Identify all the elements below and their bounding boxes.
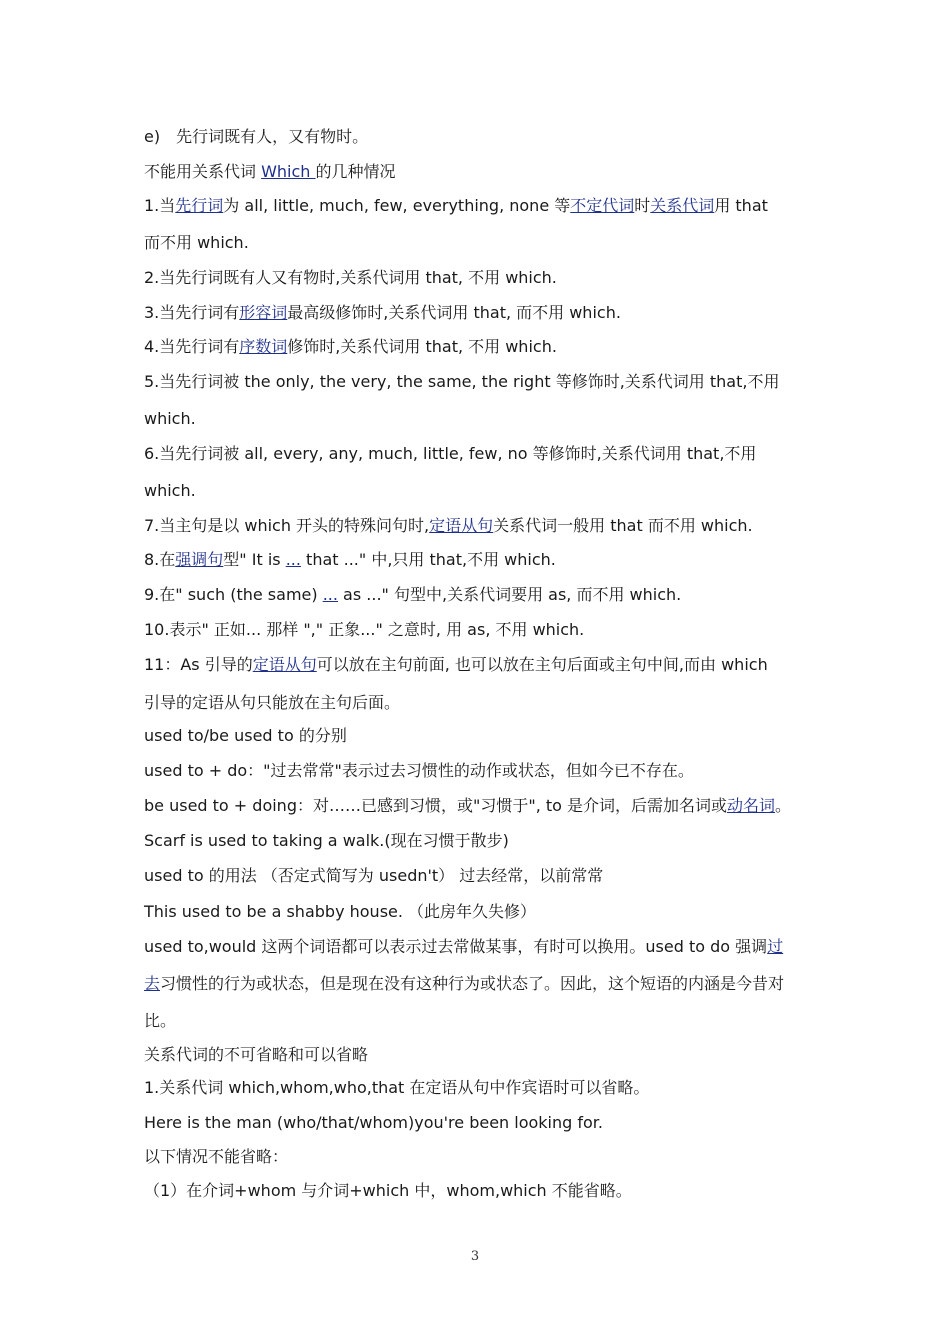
text-line — [144, 1113, 603, 1133]
text-run: used to 的用法 （否定式简写为 usedn't） 过去经常，以前常常 — [144, 866, 604, 885]
text-line — [144, 974, 784, 994]
text-run: 不能用关系代词 — [144, 162, 262, 181]
text-run: 而不用 which. — [144, 233, 249, 252]
text-run: 比。 — [144, 1011, 177, 1030]
text-line — [144, 1147, 288, 1167]
text-run: Here is the man (who/that/whom)you're been looking for. — [144, 1113, 603, 1132]
text-line — [144, 796, 791, 816]
text-line — [144, 481, 196, 501]
text-run: 引导的定语从句只能放在主句后面。 — [144, 693, 401, 712]
glossary-link[interactable]: 过 — [767, 937, 784, 956]
text-run: be used to + doing：对……已感到习惯，或"习惯于", to 是介词，后需加名词或 — [144, 796, 728, 815]
text-run: 关系代词的不可省略和可以省略 — [144, 1045, 369, 1064]
text-run: e) 先行词既有人，又有物时。 — [144, 127, 369, 146]
text-run: 习惯性的行为或状态，但是现在没有这种行为或状态了。因此，这个短语的内涵是今昔对 — [160, 974, 785, 993]
text-run: which. — [144, 409, 196, 428]
text-run: which. — [144, 481, 196, 500]
text-run: 用 that — [714, 196, 768, 215]
text-line — [144, 937, 783, 957]
text-run: used to,would 这两个词语都可以表示过去常做某事，有时可以换用。used to do 强调 — [144, 937, 768, 956]
text-line — [144, 1011, 176, 1031]
text-run: 7.当主句是以 which 开头的特殊问句时, — [144, 516, 430, 535]
text-run: 8.在 — [144, 550, 176, 569]
text-line — [144, 372, 779, 392]
text-run: 4.当先行词有 — [144, 337, 240, 356]
text-run: 以下情况不能省略： — [144, 1147, 289, 1166]
glossary-link[interactable]: 强调句 — [175, 550, 224, 569]
text-line — [144, 550, 556, 570]
text-line — [144, 620, 584, 640]
text-run: （1）在介词+whom 与介词+which 中，whom,which 不能省略。 — [144, 1181, 632, 1200]
text-run: 可以放在主句前面, 也可以放在主句后面或主句中间,而由 which — [316, 655, 768, 674]
glossary-link[interactable]: ... — [322, 585, 338, 604]
text-line — [144, 1181, 632, 1201]
text-line — [144, 902, 536, 922]
text-run: that ..." 中,只用 that,不用 which. — [300, 550, 556, 569]
text-run: 关系代词一般用 that 而不用 which. — [493, 516, 753, 535]
text-run: 1.当 — [144, 196, 176, 215]
glossary-link[interactable]: 定语从句 — [429, 516, 494, 535]
glossary-link[interactable]: 去 — [144, 974, 161, 993]
glossary-link[interactable]: 序数词 — [239, 337, 288, 356]
glossary-link[interactable]: ... — [285, 550, 301, 569]
text-line — [144, 585, 681, 605]
text-run: 6.当先行词被 all, every, any, much, little, few, no 等修饰时,关系代词用 that,不用 — [144, 444, 757, 463]
glossary-link[interactable]: Which — [261, 162, 316, 181]
text-run: 为 all, little, much, few, everything, none 等 — [223, 196, 571, 215]
text-line — [144, 162, 396, 182]
text-run: 型" It is — [223, 550, 286, 569]
glossary-link[interactable]: 定语从句 — [252, 655, 317, 674]
text-line — [144, 303, 621, 323]
text-run: 9.在" such (the same) — [144, 585, 323, 604]
glossary-link[interactable]: 不定代词 — [570, 196, 635, 215]
glossary-link[interactable]: 先行词 — [175, 196, 224, 215]
text-line — [144, 409, 196, 429]
text-line — [144, 196, 768, 216]
text-run: 1.关系代词 which,whom,who,that 在定语从句中作宾语时可以省略。 — [144, 1078, 650, 1097]
text-run: This used to be a shabby house. （此房年久失修） — [144, 902, 537, 921]
text-run: 5.当先行词被 the only, the very, the same, the right 等修饰时,关系代词用 that,不用 — [144, 372, 780, 391]
text-run: 的几种情况 — [315, 162, 396, 181]
text-line — [144, 337, 557, 357]
text-run: 11：As 引导的 — [144, 655, 253, 674]
text-line — [144, 233, 249, 253]
glossary-link[interactable]: 形容词 — [239, 303, 288, 322]
text-run: 。 — [775, 796, 792, 815]
glossary-link[interactable]: 动名词 — [727, 796, 776, 815]
text-line — [144, 268, 557, 288]
text-line — [144, 693, 400, 713]
text-run: 2.当先行词既有人又有物时,关系代词用 that, 不用 which. — [144, 268, 557, 287]
text-run: as ..." 句型中,关系代词要用 as, 而不用 which. — [337, 585, 682, 604]
text-run: used to/be used to 的分别 — [144, 726, 347, 745]
text-run: 时 — [634, 196, 651, 215]
text-run: Scarf is used to taking a walk.(现在习惯于散步) — [144, 831, 509, 850]
text-line — [144, 726, 347, 746]
text-line — [144, 127, 368, 147]
glossary-link[interactable]: 关系代词 — [650, 196, 715, 215]
text-run: 修饰时,关系代词用 that, 不用 which. — [287, 337, 557, 356]
text-run: 最高级修饰时,关系代词用 that, 而不用 which. — [287, 303, 621, 322]
text-run: 10.表示" 正如... 那样 "," 正象..." 之意时, 用 as, 不用 which. — [144, 620, 585, 639]
text-line — [144, 516, 753, 536]
text-line — [144, 1045, 368, 1065]
page-number: 3 — [470, 1249, 480, 1264]
text-line — [144, 444, 756, 464]
text-run: 3.当先行词有 — [144, 303, 240, 322]
text-line — [144, 655, 768, 675]
text-line — [144, 761, 694, 781]
text-line — [144, 866, 603, 886]
text-line — [144, 831, 509, 851]
text-line — [144, 1078, 649, 1098]
text-run: used to + do："过去常常"表示过去习惯性的动作或状态，但如今已不存在。 — [144, 761, 694, 780]
